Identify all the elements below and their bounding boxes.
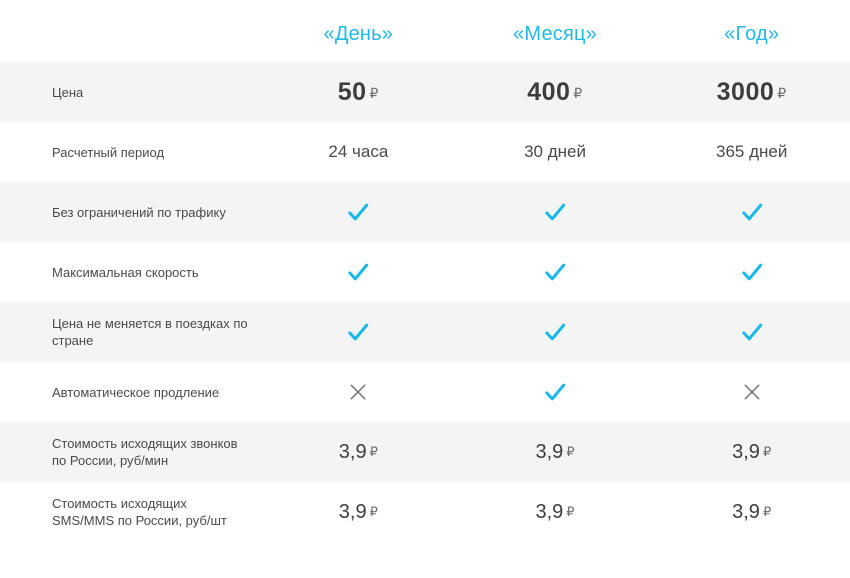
table-cell [260,122,457,182]
check-icon [347,321,369,343]
cell-price-value: 3,9 [338,500,367,523]
check-icon [741,261,763,283]
table-row [0,242,850,302]
plan-title-month: «Месяц» [513,22,597,45]
table-cell [260,62,457,122]
table-cell [457,62,654,122]
cell-price [339,501,378,524]
plan-column-year [653,23,850,46]
row-label-text: Цена не меняется в поездках по стране [52,316,248,348]
row-label-text: Цена [52,84,84,100]
cell-price [339,441,378,464]
check-icon [741,201,763,223]
cell-price-value: 3,9 [535,440,564,463]
row-label [0,422,260,482]
row-label-text: Автоматическое продление [52,384,220,400]
row-label-text: Без ограничений по трафику [52,204,226,220]
cell-price-value: 50 [337,77,367,106]
table-cell [260,302,457,362]
plan-column-month [457,23,654,46]
row-label-text: Стоимость исходящих SMS/MMS по России, руб/шт [52,496,227,528]
table-cell [260,182,457,242]
currency-symbol: ₽ [777,84,787,101]
table-cell [457,242,654,302]
table-cell [457,422,654,482]
cell-price-value: 3,9 [338,440,367,463]
table-row [0,482,850,542]
cell-price-value: 3,9 [535,500,564,523]
table-cell [260,422,457,482]
check-icon [544,321,566,343]
cell-price [732,441,771,464]
currency-symbol: ₽ [566,503,575,519]
row-label [0,482,260,542]
table-row [0,62,850,122]
table-cell [457,122,654,182]
table-cell [653,422,850,482]
currency-symbol: ₽ [762,503,772,519]
cell-price-value: 3,9 [732,500,760,523]
cross-icon [349,383,367,401]
table-header-row [0,6,850,62]
cell-price [535,441,574,464]
table-cell [653,482,850,542]
cell-price-value: 3000 [716,77,775,106]
row-label [0,122,260,182]
table-cell [260,362,457,422]
check-icon [347,201,369,223]
row-label [0,182,260,242]
row-label-text: Максимальная скорость [52,264,199,280]
table-row [0,182,850,242]
check-icon [544,261,566,283]
table-cell [653,302,850,362]
cell-text: 365 дней [716,142,788,161]
check-icon [347,261,369,283]
table-cell [457,302,654,362]
cell-text: 30 дней [524,142,586,161]
plan-title-day: «День» [323,22,394,45]
table-row [0,122,850,182]
cell-price [338,78,379,107]
table-cell [653,122,850,182]
currency-symbol: ₽ [573,84,583,101]
row-label-text: Стоимость исходящих звонков по России, руб/мин [52,436,238,468]
table-rows [0,62,850,542]
table-cell [653,362,850,422]
table-cell [457,482,654,542]
row-label [0,62,260,122]
check-icon [544,381,566,403]
table-cell [653,62,850,122]
cell-price-value: 400 [527,77,571,106]
currency-symbol: ₽ [369,443,378,459]
cell-price [535,501,574,524]
cell-price [527,78,583,107]
check-icon [741,321,763,343]
currency-symbol: ₽ [369,503,378,519]
plan-title-year: «Год» [724,22,780,45]
table-cell [457,362,654,422]
table-cell [260,242,457,302]
row-label [0,362,260,422]
row-label-text: Расчетный период [52,144,165,160]
currency-symbol: ₽ [566,443,575,459]
cell-price [717,78,787,107]
table-cell [653,182,850,242]
table-row [0,422,850,482]
row-label [0,242,260,302]
currency-symbol: ₽ [369,84,379,101]
table-row [0,302,850,362]
row-label [0,302,260,362]
cell-price [732,501,771,524]
plan-column-day [260,23,457,46]
table-row [0,362,850,422]
cell-price-value: 3,9 [732,440,760,463]
cross-icon [743,383,761,401]
table-cell [260,482,457,542]
currency-symbol: ₽ [762,443,772,459]
check-icon [544,201,566,223]
table-cell [653,242,850,302]
cell-text: 24 часа [328,142,389,161]
table-cell [457,182,654,242]
